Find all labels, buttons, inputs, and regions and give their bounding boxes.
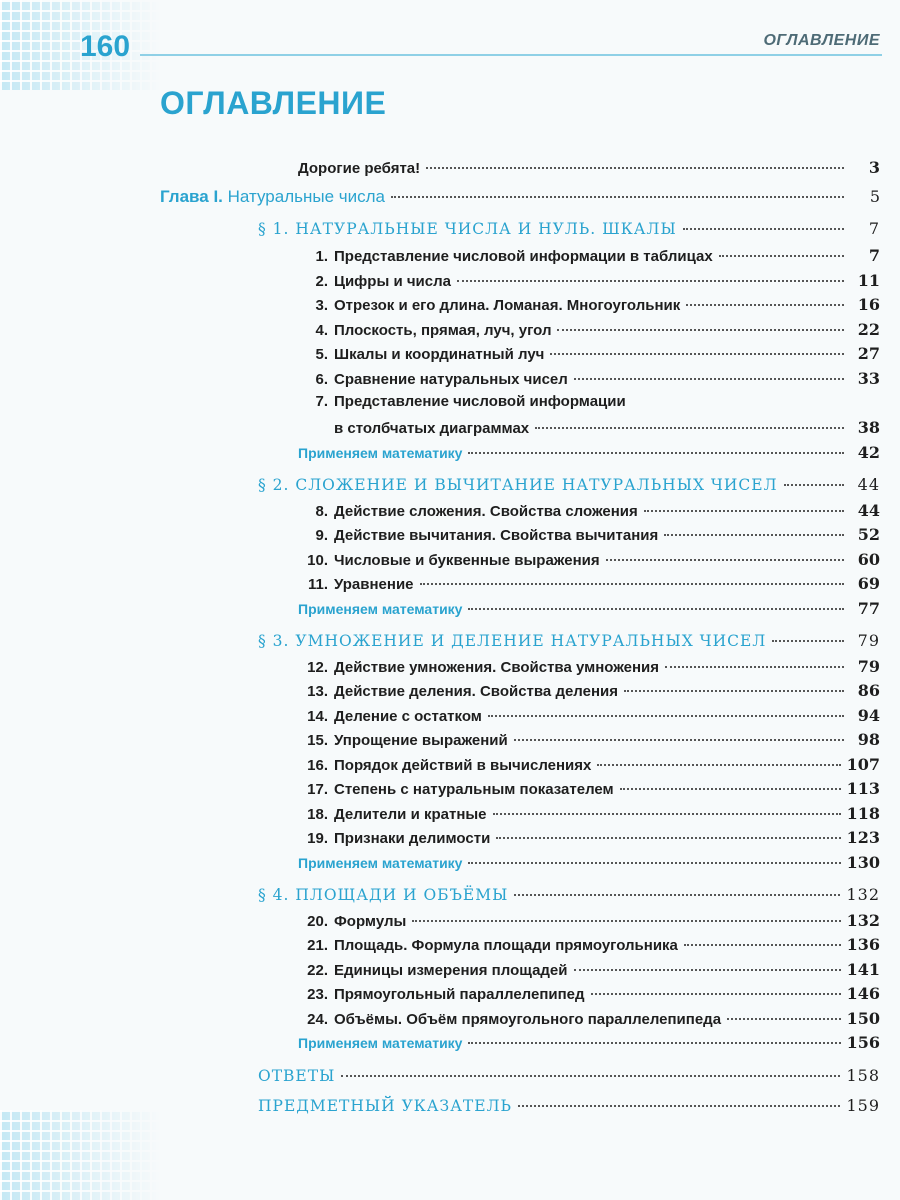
toc-page-number: 150	[846, 1009, 880, 1028]
leader-dots	[574, 969, 841, 971]
toc-lesson[interactable]	[298, 369, 880, 388]
index-title: ПРЕДМЕТНЫЙ УКАЗАТЕЛЬ	[258, 1097, 512, 1115]
leader-dots	[341, 1075, 840, 1077]
leader-dots	[597, 764, 840, 766]
leader-dots	[784, 484, 844, 486]
lesson-number: 20.	[307, 913, 328, 930]
leader-dots	[550, 353, 844, 355]
lesson-number: 9.	[315, 527, 328, 544]
toc-page-number: 22	[857, 320, 880, 339]
leader-dots	[574, 378, 844, 380]
lesson-title: Порядок действий в вычислениях	[334, 757, 592, 774]
toc-page-number: 118	[846, 804, 880, 823]
lesson-number: 10.	[307, 552, 328, 569]
toc-page-number: 77	[857, 599, 880, 618]
page-number: 160	[80, 30, 131, 63]
toc-page-number: 123	[846, 828, 880, 847]
chapter-name: Натуральные числа	[227, 187, 385, 206]
toc-lesson[interactable]	[298, 935, 880, 954]
header-rule	[140, 54, 882, 56]
toc-lesson[interactable]	[298, 911, 880, 930]
toc-page-number: 7	[868, 246, 880, 265]
leader-dots	[420, 583, 844, 585]
lesson-title: Отрезок и его длина. Ломаная. Многоугольник	[334, 297, 681, 314]
lesson-title: Упрощение выражений	[334, 732, 508, 749]
lesson-number: 24.	[307, 1011, 328, 1028]
leader-dots	[488, 715, 844, 717]
leader-dots	[644, 510, 844, 512]
leader-dots	[514, 894, 840, 896]
toc-page-number: 146	[846, 984, 880, 1003]
toc-lesson[interactable]	[298, 828, 880, 847]
toc-apply-math[interactable]	[298, 599, 880, 618]
leader-dots	[772, 640, 844, 642]
toc-page-number: 107	[846, 755, 880, 774]
lesson-number: 5.	[315, 346, 328, 363]
lesson-number: 14.	[307, 708, 328, 725]
toc-intro[interactable]	[298, 158, 880, 177]
toc-section[interactable]	[258, 631, 880, 650]
toc-lesson[interactable]	[298, 779, 880, 798]
lesson-title: Действие деления. Свойства деления	[334, 683, 619, 700]
page-title: ОГЛАВЛЕНИЕ	[160, 85, 387, 121]
lesson-number: 15.	[307, 732, 328, 749]
toc-page-number: 136	[846, 935, 880, 954]
toc-page-number: 79	[857, 631, 880, 650]
lesson-title: Действие сложения. Свойства сложения	[334, 503, 638, 520]
lesson-number: 22.	[307, 962, 328, 979]
toc-lesson-continuation[interactable]	[334, 418, 880, 437]
apply-title: Применяем математику	[298, 601, 463, 617]
toc-lesson[interactable]	[298, 1009, 880, 1028]
section-title: § 1. НАТУРАЛЬНЫЕ ЧИСЛА И НУЛЬ. ШКАЛЫ	[258, 220, 677, 238]
toc-page-number: 79	[857, 657, 880, 676]
lesson-title: Числовые и буквенные выражения	[334, 552, 600, 569]
toc-page-number: 94	[857, 706, 880, 725]
leader-dots	[468, 1042, 840, 1044]
leader-dots	[468, 862, 840, 864]
lesson-number: 16.	[307, 757, 328, 774]
toc-page-number: 42	[857, 443, 880, 462]
toc-page-number: 158	[846, 1066, 880, 1085]
leader-dots	[664, 534, 844, 536]
lesson-number: 18.	[307, 806, 328, 823]
toc-page-number: 38	[857, 418, 880, 437]
leader-dots	[591, 993, 841, 995]
lesson-number: 8.	[315, 503, 328, 520]
running-head: ОГЛАВЛЕНИЕ	[763, 32, 880, 49]
lesson-title: Шкалы и координатный луч	[334, 346, 545, 363]
leader-dots	[514, 739, 844, 741]
apply-title: Применяем математику	[298, 855, 463, 871]
toc-index[interactable]	[258, 1096, 880, 1115]
toc-lesson[interactable]	[298, 550, 880, 569]
toc-page-number: 69	[857, 574, 880, 593]
leader-dots	[727, 1018, 841, 1020]
leader-dots	[412, 920, 840, 922]
toc-lesson[interactable]	[298, 574, 880, 593]
toc-apply-math[interactable]	[298, 443, 880, 462]
toc-page-number: 16	[857, 295, 880, 314]
lesson-title: Деление с остатком	[334, 708, 482, 725]
toc-lesson[interactable]	[298, 246, 880, 265]
lesson-title: Сравнение натуральных чисел	[334, 371, 568, 388]
leader-dots	[620, 788, 841, 790]
toc-page-number: 132	[846, 885, 880, 904]
lesson-number: 2.	[315, 273, 328, 290]
lesson-title: Делители и кратные	[334, 806, 487, 823]
lesson-title: Признаки делимости	[334, 830, 491, 847]
answers-title: ОТВЕТЫ	[258, 1067, 336, 1085]
lesson-title: Объёмы. Объём прямоугольного параллелепипеда	[334, 1011, 722, 1028]
toc-apply-math[interactable]	[298, 853, 880, 872]
leader-dots	[518, 1105, 840, 1107]
toc-page-number: 132	[846, 911, 880, 930]
lesson-title: Единицы измерения площадей	[334, 962, 568, 979]
toc-section[interactable]	[258, 885, 880, 904]
toc-lesson[interactable]	[298, 320, 880, 339]
lesson-number: 3.	[315, 297, 328, 314]
toc-page-number: 44	[857, 475, 880, 494]
toc-page-number: 44	[857, 501, 880, 520]
toc-page-number: 86	[857, 681, 880, 700]
toc-page-number: 113	[846, 779, 880, 798]
toc-lesson[interactable]	[298, 706, 880, 725]
lesson-number: 4.	[315, 322, 328, 339]
toc-lesson[interactable]	[298, 804, 880, 823]
leader-dots	[557, 329, 844, 331]
lesson-number: 11.	[307, 576, 328, 593]
lesson-number: 6.	[315, 371, 328, 388]
lesson-number: 7.	[315, 393, 328, 410]
toc-apply-math[interactable]	[298, 1033, 880, 1052]
apply-title: Применяем математику	[298, 445, 463, 461]
lesson-title: Формулы	[334, 913, 407, 930]
lesson-title: Цифры и числа	[334, 273, 451, 290]
lesson-number: 19.	[307, 830, 328, 847]
chapter-label: Глава I.	[160, 187, 223, 206]
toc-lesson[interactable]	[298, 501, 880, 520]
apply-title: Применяем математику	[298, 1035, 463, 1051]
lesson-title-continuation: в столбчатых диаграммах	[334, 420, 530, 437]
lesson-title: Прямоугольный параллелепипед	[334, 986, 585, 1003]
lesson-title: Представление числовой информации	[334, 393, 626, 410]
toc-page-number: 60	[857, 550, 880, 569]
toc-page-number: 33	[857, 369, 880, 388]
toc-page-number: 141	[846, 960, 880, 979]
toc-page-number: 3	[868, 158, 880, 177]
leader-dots	[719, 255, 844, 257]
toc-lesson[interactable]	[298, 344, 880, 363]
section-title: § 3. УМНОЖЕНИЕ И ДЕЛЕНИЕ НАТУРАЛЬНЫХ ЧИСЕЛ	[258, 632, 767, 650]
leader-dots	[426, 167, 844, 169]
lesson-number: 23.	[307, 986, 328, 1003]
leader-dots	[683, 228, 844, 230]
decorative-tiles-bottom	[0, 1110, 160, 1200]
section-title: § 2. СЛОЖЕНИЕ И ВЫЧИТАНИЕ НАТУРАЛЬНЫХ ЧИСЕЛ	[258, 476, 778, 494]
toc-page-number: 98	[857, 730, 880, 749]
toc-intro-text: Дорогие ребята!	[298, 160, 421, 177]
leader-dots	[468, 608, 844, 610]
section-title: § 4. ПЛОЩАДИ И ОБЪЁМЫ	[258, 886, 509, 904]
lesson-title: Плоскость, прямая, луч, угол	[334, 322, 552, 339]
toc-chapter[interactable]	[160, 187, 880, 207]
toc-lesson[interactable]	[298, 730, 880, 749]
leader-dots	[665, 666, 844, 668]
toc-page-number: 52	[857, 525, 880, 544]
toc-section[interactable]	[258, 475, 880, 494]
toc-lesson[interactable]	[298, 657, 880, 676]
toc-page-number: 11	[857, 271, 880, 290]
toc-lesson[interactable]	[298, 755, 880, 774]
toc-page-number: 156	[846, 1033, 880, 1052]
toc-page-number: 7	[868, 219, 880, 238]
toc-lesson-first-line[interactable]	[298, 393, 880, 410]
leader-dots	[468, 452, 844, 454]
leader-dots	[624, 690, 844, 692]
lesson-title: Представление числовой информации в таблицах	[334, 248, 713, 265]
toc-page-number: 27	[857, 344, 880, 363]
toc-lesson[interactable]	[298, 525, 880, 544]
leader-dots	[457, 280, 844, 282]
lesson-number: 1.	[315, 248, 328, 265]
lesson-number: 17.	[307, 781, 328, 798]
toc-page-number: 130	[846, 853, 880, 872]
toc-lesson[interactable]	[298, 295, 880, 314]
leader-dots	[391, 196, 844, 198]
lesson-title: Степень с натуральным показателем	[334, 781, 614, 798]
lesson-number: 13.	[307, 683, 328, 700]
leader-dots	[493, 813, 841, 815]
leader-dots	[535, 427, 844, 429]
leader-dots	[686, 304, 844, 306]
toc-page-number: 159	[846, 1096, 880, 1115]
lesson-title: Площадь. Формула площади прямоугольника	[334, 937, 678, 954]
toc-lesson[interactable]	[298, 271, 880, 290]
lesson-title: Действие вычитания. Свойства вычитания	[334, 527, 659, 544]
toc-section[interactable]	[258, 219, 880, 238]
lesson-title: Действие умножения. Свойства умножения	[334, 659, 660, 676]
lesson-title: Уравнение	[334, 576, 414, 593]
toc-answers[interactable]	[258, 1066, 880, 1085]
toc-page-number: 5	[869, 187, 880, 206]
leader-dots	[496, 837, 840, 839]
leader-dots	[684, 944, 841, 946]
lesson-number: 12.	[307, 659, 328, 676]
toc-lesson[interactable]	[298, 984, 880, 1003]
lesson-number: 21.	[307, 937, 328, 954]
toc-lesson[interactable]	[298, 960, 880, 979]
toc-lesson[interactable]	[298, 681, 880, 700]
leader-dots	[606, 559, 844, 561]
